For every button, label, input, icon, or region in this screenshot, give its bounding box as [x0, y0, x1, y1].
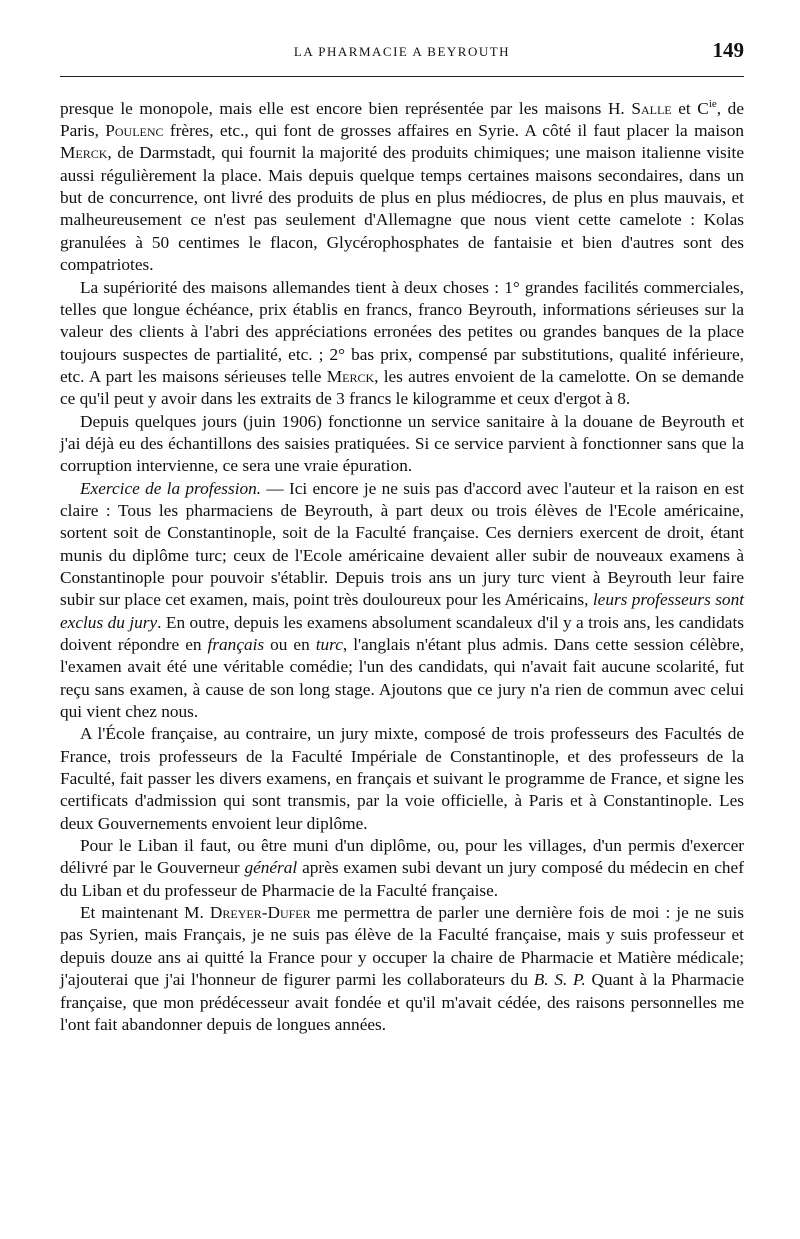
- text-run: , de Paris,: [60, 98, 744, 141]
- italic-run: leurs professeurs sont exclus du jury: [60, 590, 745, 632]
- text-run: — Ici encore je ne suis pas d'accord avec l'auteur et la raison en est claire : Tous les pharmaciens de Beyrouth, à part deux ou trois élèves de l'Ecole américaine, sortent soit de Constantinople, soit de la Faculté française. Ces derniers exercent de droit, étant munis du diplôme turc; ceux de l'Ecole américaine devaient aller subir de nouveaux examens à Constantinople pour pouvoir s'établir. Depuis trois ans un jury turc vient à Beyrouth leur faire subir sur place cet examen, mais, point très douloureux pour les Américains,: [60, 478, 744, 610]
- name-poulenc: Poulenc: [105, 121, 164, 141]
- text-run: , les autres envoient de la camelotte. On se demande ce qu'il peut y avoir dans les extraits de 3 francs le kilogramme et ceux d'ergot à 8.: [60, 366, 744, 409]
- italic-run: français: [207, 635, 265, 655]
- text-run: et C: [671, 98, 709, 118]
- paragraph-1: [60, 93, 744, 277]
- text-run: frères, etc., qui font de grosses affaires en Syrie. A côté il faut placer la maison: [163, 121, 745, 141]
- header-rule: [60, 76, 744, 77]
- name-merck: Merck: [60, 143, 108, 163]
- text-run: Pour le Liban il faut, ou être muni d'un diplôme, ou, pour les villages, d'un permis d'exercer délivré par le Gouverneur: [60, 836, 744, 878]
- text-run: me permettra de parler une dernière fois de moi : je ne suis pas Syrien, mais Français, je ne suis pas élève de la Faculté française, mais y suis professeur et depuis douze ans ai quitté la France pour y occuper la chaire de Pharmacie et Matière médicale; j'ajouterai que j'ai l'honneur de figurer parmi les collaborateurs du: [60, 903, 744, 990]
- page-number: 149: [712, 38, 744, 62]
- text-run: presque le monopole, mais elle est encore bien représentée par les maisons H.: [60, 98, 632, 118]
- italic-run: B. S. P.: [533, 970, 586, 990]
- text-run: après examen subi devant un jury composé du médecin en chef du Liban et du professeur de Pharmacie de la Faculté française.: [60, 858, 744, 900]
- text-run: La supériorité des maisons allemandes tient à deux choses : 1° grandes facilités commerciales, telles que longue échéance, prix établis en francs, franco Beyrouth, informations sérieuses sur la valeur des clients à l'abri des appréciations erronées des petites ou grandes banques de la place toujours suspectes de partialité, etc. ; 2° bas prix, compensé par substitutions, qualité inférieure, etc. A part les maisons sérieuses telle: [60, 277, 744, 386]
- text-run: , de Darmstadt, qui fournit la majorité des produits chimiques; une maison italienne visite aussi régulièrement la place. Mais depuis quelque temps certaines maisons secondaires, dans un but de concurrence, ont livré des produits de plus en plus médiocres, de plus en plus mauvais, et malheureusement ce n'est pas seulement d'Allemagne que nous vient cette camelote : Kolas granulées à 50 centimes le flacon, Glycérophosphates de fantaisie et bien d'autres sont des compatriotes.: [60, 143, 744, 275]
- text-run: . En outre, depuis les examens absolument scandaleux d'il y a trois ans, les candidats doivent répondre en: [60, 612, 744, 655]
- section-heading: Exercice de la profession.: [80, 478, 262, 498]
- italic-run: général: [244, 858, 298, 878]
- text-run: , l'anglais n'étant plus admis. Dans cette session célèbre, l'examen avait été une véritable comédie; l'un des candidats, qui n'avait fait aucune scolarité, fut reçu sans examen, à cause de son long stage. Ajoutons que ce jury n'a rien de commun avec celui qui vient chez nous.: [60, 635, 744, 722]
- body-text: [60, 93, 744, 1036]
- italic-run: turc: [315, 635, 343, 655]
- paragraph-6: [60, 835, 744, 902]
- running-title: LA PHARMACIE A BEYROUTH: [293, 44, 511, 59]
- paragraph-7: [60, 902, 744, 1036]
- page-header: [60, 38, 744, 78]
- name-dreyer-dufer: Dreyer-Dufer: [209, 903, 311, 923]
- text-run: Quant à la Pharmacie française, que mon prédécesseur avait fondée et qu'il m'avait cédée, des raisons personnelles me l'ont fait abandonner depuis de longues années.: [60, 970, 744, 1034]
- paragraph-4: [60, 478, 744, 724]
- text-run: ou en: [264, 635, 316, 655]
- paragraph-2: [60, 277, 744, 411]
- text-run: Et maintenant M.: [80, 903, 210, 923]
- name-salle: Salle: [631, 98, 672, 118]
- paragraph-3: Depuis quelques jours (juin 1906) fonctionne un service sanitaire à la douane de Beyrouth et j'ai déjà eu des échantillons des saisies pratiquées. Si ce service parvient à fonctionner sans que la corruption intervienne, ce sera une vraie épuration.: [60, 411, 744, 476]
- name-merck: Merck: [326, 366, 375, 386]
- paragraph-5: A l'École française, au contraire, un jury mixte, composé de trois professeurs des Facultés de France, trois professeurs de la Faculté Impériale de Constantinople, et des professeurs de la Faculté, fait passer les divers examens, en français et suivant le programme de France, et signe les certificats d'admission qui sont transmis, par la voie officielle, à Paris et à Constantinople. Les deux Gouvernements envoient leur diplôme.: [60, 724, 744, 833]
- superscript: ie: [708, 98, 717, 110]
